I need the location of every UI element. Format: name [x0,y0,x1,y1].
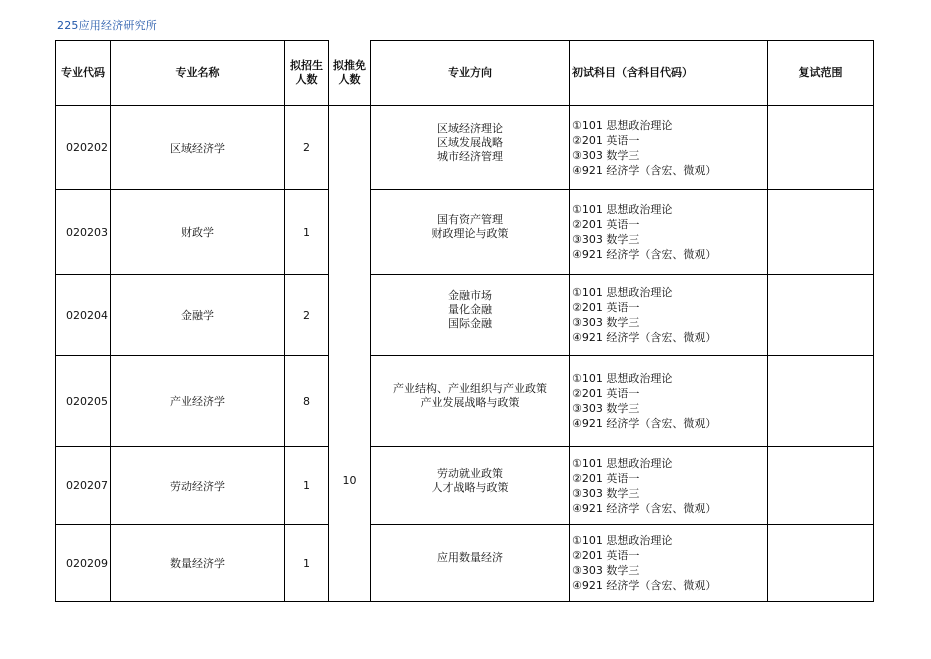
exempt-count: 10 [329,106,371,602]
exam-subject: ③303 数学三 [572,316,640,329]
header-direction: 专业方向 [371,41,570,106]
exam-subject: ③303 数学三 [572,564,640,577]
table-row [56,447,874,525]
exam-subject: ①101 思想政治理论 [572,118,673,132]
exam-cell [570,356,768,447]
exam-cell [570,447,768,525]
plan-count: 8 [285,356,329,447]
exam-cell [570,190,768,275]
exam-subject: ②201 英语一 [572,387,640,400]
retest-scope [768,190,874,275]
exam-subject: ①101 思想政治理论 [572,372,673,385]
major-name: 产业经济学 [111,356,285,447]
direction-cell [371,447,570,525]
major-name: 金融学 [111,275,285,356]
exam-cell [570,275,768,356]
plan-count: 1 [285,525,329,602]
plan-count: 1 [285,447,329,525]
direction-item: 产业发展战略与政策 [420,396,520,409]
direction-item: 人才战略与政策 [431,480,509,494]
retest-scope [768,356,874,447]
exam-subject: ②201 英语一 [572,549,640,562]
direction-cell [371,190,570,275]
exam-subject: ④921 经济学（含宏、微观） [572,248,717,261]
major-code: 020202 [56,106,111,190]
major-code: 020207 [56,447,111,525]
table-row [56,190,874,275]
page-title: 225应用经济研究所 [57,19,157,32]
direction-item: 劳动就业政策 [437,466,503,480]
direction-item: 城市经济管理 [437,149,503,163]
exam-subject: ③303 数学三 [572,148,640,162]
header-plan-line: 人数 [295,73,318,86]
direction-item: 产业结构、产业组织与产业政策 [393,382,547,395]
exam-subject: ③303 数学三 [572,402,640,415]
table-row [56,106,874,190]
retest-scope [768,447,874,525]
table-row [56,356,874,447]
major-code: 020203 [56,190,111,275]
major-code: 020209 [56,525,111,602]
direction-item: 金融市场 [448,289,492,302]
direction-item: 量化金融 [448,303,492,316]
direction-item: 应用数量经济 [437,551,503,564]
direction-item: 区域发展战略 [437,135,503,149]
direction-cell [371,275,570,356]
header-plan [285,41,329,106]
direction-item: 国有资产管理 [437,213,503,226]
direction-item: 区域经济理论 [437,121,503,135]
direction-item: 国际金融 [448,317,492,330]
major-code: 020205 [56,356,111,447]
exam-subject: ④921 经济学（含宏、微观） [572,163,717,177]
retest-scope [768,106,874,190]
plan-count: 2 [285,106,329,190]
exam-subject: ②201 英语一 [572,301,640,314]
plan-count: 1 [285,190,329,275]
header-name: 专业名称 [111,41,285,106]
exam-cell [570,525,768,602]
header-row [56,41,874,106]
direction-cell [371,106,570,190]
header-code: 专业代码 [56,41,111,106]
direction-cell [371,525,570,602]
table-row [56,275,874,356]
header-exam: 初试科目（含科目代码） [570,41,768,106]
header-plan-line: 拟招生 [290,59,323,72]
header-exempt-line: 拟推免 [333,58,366,72]
exam-cell [570,106,768,190]
exam-subject: ②201 英语一 [572,218,640,231]
exam-subject: ①101 思想政治理论 [572,203,673,216]
major-code: 020204 [56,275,111,356]
exam-subject: ①101 思想政治理论 [572,534,673,547]
retest-scope [768,275,874,356]
exam-subject: ④921 经济学（含宏、微观） [572,331,717,344]
exam-subject: ②201 英语一 [572,471,640,485]
plan-count: 2 [285,275,329,356]
exam-subject: ③303 数学三 [572,233,640,246]
header-retest: 复试范围 [768,41,874,106]
admissions-table [55,40,874,602]
table-row [56,525,874,602]
major-name: 劳动经济学 [111,447,285,525]
major-name: 区域经济学 [111,106,285,190]
exam-subject: ②201 英语一 [572,133,640,147]
exam-subject: ④921 经济学（含宏、微观） [572,501,717,515]
exam-subject: ①101 思想政治理论 [572,286,673,299]
exam-subject: ①101 思想政治理论 [572,456,673,470]
header-exempt-line: 人数 [338,72,361,86]
header-exempt [329,41,371,106]
exam-subject: ④921 经济学（含宏、微观） [572,417,717,430]
major-name: 财政学 [111,190,285,275]
direction-cell [371,356,570,447]
exam-subject: ④921 经济学（含宏、微观） [572,579,717,592]
retest-scope [768,525,874,602]
major-name: 数量经济学 [111,525,285,602]
direction-item: 财政理论与政策 [431,227,509,240]
exam-subject: ③303 数学三 [572,486,640,500]
